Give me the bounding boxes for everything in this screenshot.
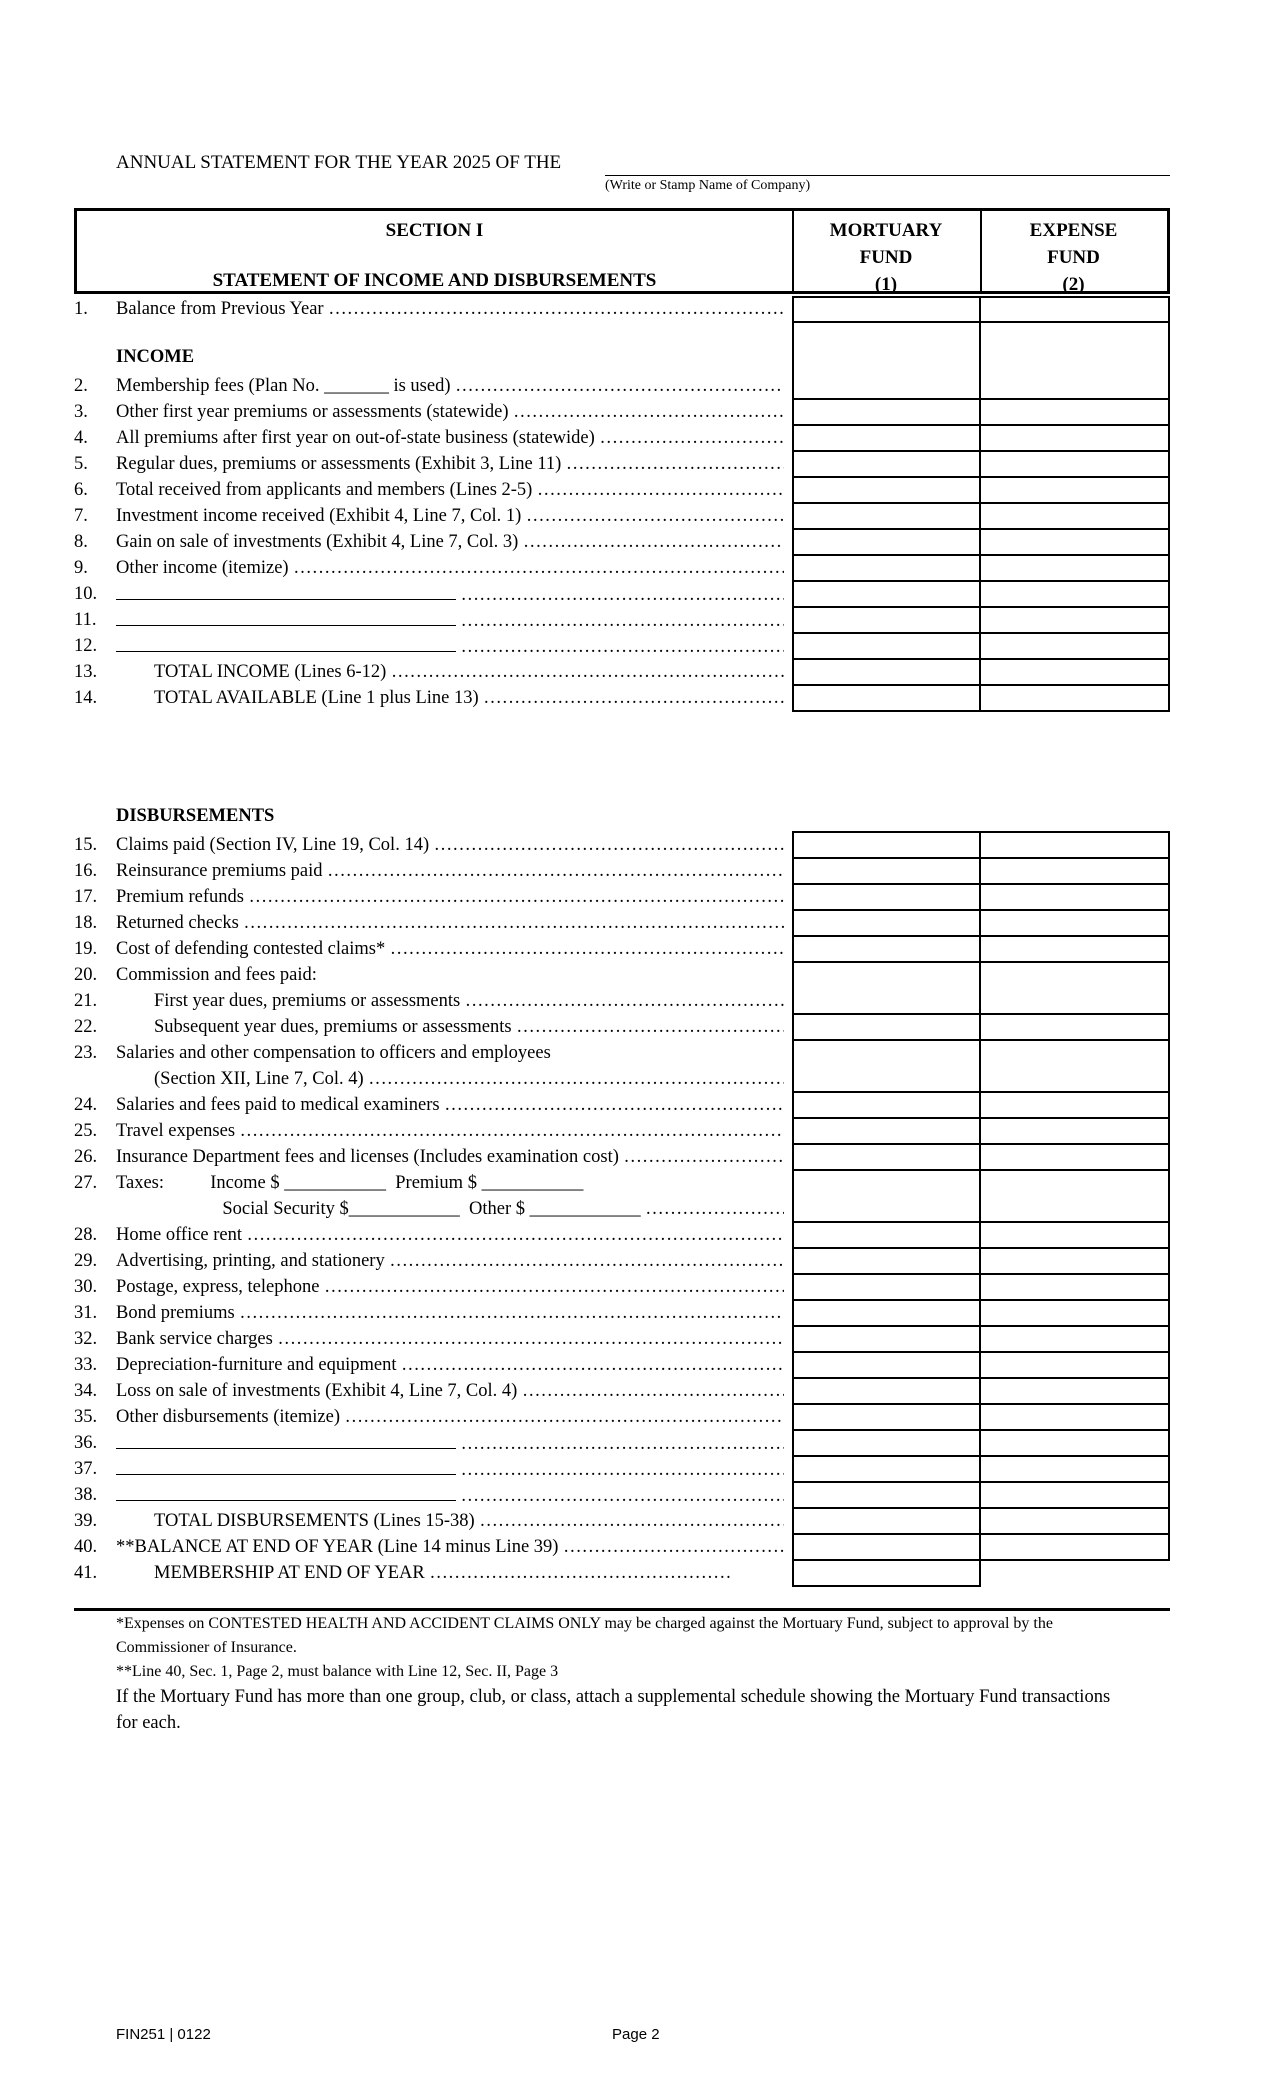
- line-item: [74, 685, 790, 711]
- mortuary-fund-cell[interactable]: [792, 321, 981, 400]
- expense-fund-cell[interactable]: [979, 1273, 1170, 1301]
- dot-leader: [239, 913, 784, 933]
- dot-leader: [456, 637, 784, 657]
- dot-leader: [385, 939, 784, 959]
- dot-leader: [242, 1225, 784, 1245]
- itemize-input[interactable]: [116, 1482, 456, 1501]
- section-title: SECTION I: [385, 220, 484, 241]
- line-label: MEMBERSHIP AT END OF YEAR: [154, 1563, 425, 1583]
- page-number: Page 2: [612, 2026, 660, 2043]
- line-label: First year dues, premiums or assessments: [154, 991, 461, 1011]
- line-number: 19.: [74, 939, 98, 959]
- line-item: [74, 1014, 790, 1040]
- line-number: 31.: [74, 1303, 98, 1323]
- company-name-caption: (Write or Stamp Name of Company): [605, 178, 811, 193]
- expense-fund-cell[interactable]: [979, 1377, 1170, 1405]
- dot-leader: [561, 454, 784, 474]
- expense-fund-cell[interactable]: [979, 1247, 1170, 1275]
- mortuary-fund-cell[interactable]: [792, 1273, 981, 1301]
- expense-fund-cell[interactable]: [979, 831, 1170, 859]
- section-header-box: [74, 208, 1170, 294]
- line-item: [74, 1040, 790, 1066]
- line-item: [74, 1560, 790, 1586]
- line-number: 28.: [74, 1225, 98, 1245]
- dot-leader: [364, 1069, 784, 1089]
- dot-leader: [517, 1381, 784, 1401]
- expense-fund-cell[interactable]: [979, 1143, 1170, 1171]
- mortuary-fund-cell[interactable]: [792, 1377, 981, 1405]
- line-number: 1.: [74, 299, 88, 319]
- dot-leader: [396, 1355, 784, 1375]
- company-name-line[interactable]: [605, 175, 1170, 176]
- line-number: 4.: [74, 428, 88, 448]
- line-item: [74, 962, 790, 988]
- line-number: 26.: [74, 1147, 98, 1167]
- line-number: 20.: [74, 965, 98, 985]
- footnote-contested-claims: *Expenses on CONTESTED HEALTH AND ACCIDENT CLAIMS ONLY may be charged against the Mortuary Fund, subject to approval by the Commissioner of Insurance.: [116, 1615, 1053, 1656]
- taxes-line: [74, 1170, 790, 1196]
- expense-fund-cell[interactable]: [979, 476, 1170, 504]
- mortuary-fund-cell[interactable]: [792, 857, 981, 885]
- line-number: 9.: [74, 558, 88, 578]
- line-item: [74, 936, 790, 962]
- line-label: (Section XII, Line 7, Col. 4): [154, 1069, 364, 1089]
- itemize-input[interactable]: [116, 633, 456, 652]
- line-label: Total received from applicants and members (Lines 2-5): [116, 480, 533, 500]
- line-item: [74, 1534, 790, 1560]
- line-label: Balance from Previous Year: [116, 299, 324, 319]
- statement-heading: STATEMENT OF INCOME AND DISBURSEMENTS: [212, 270, 657, 291]
- line-item: [74, 988, 790, 1014]
- line-item: [74, 1352, 790, 1378]
- dot-leader: [319, 1277, 784, 1297]
- line-number: 33.: [74, 1355, 98, 1375]
- line-item: [74, 659, 790, 685]
- dot-leader: [273, 1329, 784, 1349]
- line-item: [74, 1300, 790, 1326]
- mortuary-fund-cell[interactable]: [792, 580, 981, 608]
- itemize-input[interactable]: [116, 607, 456, 626]
- dot-leader: [595, 428, 784, 448]
- footnote-mortuary-schedule: If the Mortuary Fund has more than one group, club, or class, attach a supplemental schedule showing the Mortuary Fund transactions for each.: [116, 1687, 1111, 1733]
- mortuary-fund-cell[interactable]: [792, 1455, 981, 1483]
- mortuary-fund-cell[interactable]: [792, 1117, 981, 1145]
- line-item: [74, 555, 790, 581]
- mortuary-fund-cell[interactable]: [792, 961, 981, 1015]
- line-label: Subsequent year dues, premiums or assessments: [154, 1017, 512, 1037]
- line-number: 13.: [74, 662, 98, 682]
- expense-fund-cell[interactable]: [979, 1039, 1170, 1093]
- col2-line2: FUND: [1047, 247, 1100, 268]
- line-number: 17.: [74, 887, 98, 907]
- line-item: [74, 477, 790, 503]
- dot-leader: [518, 532, 784, 552]
- line-label: Social Security $____________ Other $ ____________: [116, 1199, 641, 1219]
- mortuary-fund-cell[interactable]: [792, 883, 981, 911]
- itemize-line: [74, 1482, 790, 1508]
- line-item: [74, 1066, 790, 1092]
- mortuary-fund-header: [792, 217, 980, 298]
- line-number: 7.: [74, 506, 88, 526]
- expense-fund-cell[interactable]: [979, 961, 1170, 1015]
- line-label: Home office rent: [116, 1225, 243, 1245]
- line-number: 34.: [74, 1381, 98, 1401]
- line-number: 10.: [74, 584, 98, 604]
- line-number: 16.: [74, 861, 98, 881]
- line-number: 11.: [74, 610, 97, 630]
- expense-fund-cell[interactable]: [979, 857, 1170, 885]
- expense-fund-cell[interactable]: [979, 1351, 1170, 1379]
- line-item: [74, 1248, 790, 1274]
- line-item: [74, 296, 790, 322]
- line-item: [74, 1144, 790, 1170]
- line-item: [74, 373, 790, 399]
- expense-fund-cell[interactable]: [979, 296, 1170, 323]
- line-label: Advertising, printing, and stationery: [116, 1251, 385, 1271]
- line-label: Cost of defending contested claims*: [116, 939, 386, 959]
- mortuary-fund-cell[interactable]: [792, 1221, 981, 1249]
- line-item: [74, 910, 790, 936]
- line-number: 6.: [74, 480, 88, 500]
- expense-fund-cell[interactable]: [979, 909, 1170, 937]
- dot-leader: [456, 1434, 784, 1454]
- line-label: Gain on sale of investments (Exhibit 4, Line 7, Col. 3): [116, 532, 519, 552]
- line-item: [74, 884, 790, 910]
- dot-leader: [456, 585, 784, 605]
- dot-leader: [521, 506, 784, 526]
- line-item: [74, 451, 790, 477]
- line-number: 27.: [74, 1173, 98, 1193]
- line-label: Insurance Department fees and licenses (Includes examination cost): [116, 1147, 619, 1167]
- expense-fund-cell[interactable]: [979, 554, 1170, 582]
- expense-fund-cell[interactable]: [979, 658, 1170, 686]
- mortuary-fund-cell[interactable]: [792, 632, 981, 660]
- mortuary-fund-cell[interactable]: [792, 528, 981, 556]
- line-label: Loss on sale of investments (Exhibit 4, Line 7, Col. 4): [116, 1381, 518, 1401]
- line-item: [74, 425, 790, 451]
- dot-leader: [456, 1460, 784, 1480]
- expense-fund-cell[interactable]: [979, 580, 1170, 608]
- disbursements-heading: DISBURSEMENTS: [116, 806, 275, 826]
- dot-leader: [641, 1199, 784, 1219]
- line-number: 15.: [74, 835, 98, 855]
- expense-fund-cell[interactable]: [979, 1325, 1170, 1353]
- line-number: 3.: [74, 402, 88, 422]
- line-number: 32.: [74, 1329, 98, 1349]
- dot-leader: [324, 299, 784, 319]
- dot-leader: [456, 611, 784, 631]
- col1-line2: FUND: [859, 247, 913, 268]
- expense-fund-cell[interactable]: [979, 632, 1170, 660]
- mortuary-fund-cell[interactable]: [792, 935, 981, 963]
- dot-leader: [558, 1537, 784, 1557]
- mortuary-fund-cell[interactable]: [792, 1533, 981, 1561]
- dot-leader: [532, 480, 784, 500]
- line-label: TOTAL DISBURSEMENTS (Lines 15-38): [154, 1511, 475, 1531]
- line-number: 14.: [74, 688, 98, 708]
- expense-fund-cell[interactable]: [979, 321, 1170, 400]
- itemize-input[interactable]: [116, 1456, 456, 1475]
- line-label: Reinsurance premiums paid: [116, 861, 323, 881]
- col2-line1: EXPENSE: [1029, 220, 1118, 241]
- dot-leader: [323, 861, 784, 881]
- expense-fund-cell[interactable]: [979, 1429, 1170, 1457]
- line-label: Salaries and other compensation to officers and employees: [116, 1043, 551, 1063]
- itemize-input[interactable]: [116, 581, 456, 600]
- form-id: FIN251 | 0122: [116, 2026, 211, 2043]
- line-number: 5.: [74, 454, 88, 474]
- dot-leader: [289, 558, 784, 578]
- mortuary-fund-cell[interactable]: [792, 1481, 981, 1509]
- line-label: Postage, express, telephone: [116, 1277, 320, 1297]
- expense-fund-cell[interactable]: [979, 1455, 1170, 1483]
- line-number: 39.: [74, 1511, 98, 1531]
- expense-fund-cell[interactable]: [979, 1481, 1170, 1509]
- line-number: 23.: [74, 1043, 98, 1063]
- col1-line3: (1): [874, 274, 898, 295]
- line-label: Travel expenses: [116, 1121, 236, 1141]
- line-number: 2.: [74, 376, 88, 396]
- membership-cell[interactable]: [792, 1559, 981, 1587]
- line-label: All premiums after first year on out-of-state business (statewide): [116, 428, 595, 448]
- line-label: TOTAL INCOME (Lines 6-12): [154, 662, 387, 682]
- mortuary-fund-cell[interactable]: [792, 684, 981, 712]
- itemize-line: [74, 607, 790, 633]
- itemize-line: [74, 1456, 790, 1482]
- mortuary-fund-cell[interactable]: [792, 1013, 981, 1041]
- line-label: Depreciation-furniture and equipment: [116, 1355, 397, 1375]
- mortuary-fund-cell[interactable]: [792, 398, 981, 426]
- income-heading: INCOME: [116, 347, 195, 367]
- line-item: [74, 1222, 790, 1248]
- line-item: [74, 503, 790, 529]
- expense-fund-cell[interactable]: [979, 1013, 1170, 1041]
- line-number: 25.: [74, 1121, 98, 1141]
- mortuary-fund-cell[interactable]: [792, 554, 981, 582]
- expense-fund-cell[interactable]: [979, 1533, 1170, 1561]
- mortuary-fund-cell[interactable]: [792, 1169, 981, 1223]
- line-number: 35.: [74, 1407, 98, 1427]
- dot-leader: [385, 1251, 784, 1271]
- mortuary-fund-cell[interactable]: [792, 1039, 981, 1093]
- line-item: [74, 1326, 790, 1352]
- expense-fund-cell[interactable]: [979, 1299, 1170, 1327]
- line-label: Regular dues, premiums or assessments (Exhibit 3, Line 11): [116, 454, 562, 474]
- line-item: [74, 1404, 790, 1430]
- line-number: 22.: [74, 1017, 98, 1037]
- mortuary-fund-cell[interactable]: [792, 1351, 981, 1379]
- expense-fund-cell[interactable]: [979, 883, 1170, 911]
- line-number: 38.: [74, 1485, 98, 1505]
- taxes-line: [74, 1196, 790, 1222]
- mortuary-fund-cell[interactable]: [792, 831, 981, 859]
- line-item: [74, 529, 790, 555]
- line-label: Other income (itemize): [116, 558, 289, 578]
- line-number: 24.: [74, 1095, 98, 1115]
- itemize-line: [74, 1430, 790, 1456]
- line-label: Salaries and fees paid to medical examiners: [116, 1095, 440, 1115]
- mortuary-fund-cell[interactable]: [792, 1325, 981, 1353]
- line-label: Other first year premiums or assessments (statewide): [116, 402, 509, 422]
- line-label: Claims paid (Section IV, Line 19, Col. 14): [116, 835, 430, 855]
- dot-leader: [456, 1486, 784, 1506]
- dot-leader: [244, 887, 784, 907]
- line-label: Membership fees (Plan No. _______ is used): [116, 376, 451, 396]
- mortuary-fund-cell[interactable]: [792, 502, 981, 530]
- expense-fund-cell[interactable]: [979, 606, 1170, 634]
- mortuary-fund-cell[interactable]: [792, 1507, 981, 1535]
- line-item: [74, 399, 790, 425]
- footnote-divider: [74, 1608, 1170, 1611]
- line-label: Bank service charges: [116, 1329, 273, 1349]
- dot-leader: [425, 1563, 730, 1583]
- expense-fund-cell[interactable]: [979, 398, 1170, 426]
- line-label: Returned checks: [116, 913, 239, 933]
- mortuary-fund-cell[interactable]: [792, 658, 981, 686]
- expense-fund-cell[interactable]: [979, 1091, 1170, 1119]
- footnotes: [116, 1612, 1136, 1736]
- mortuary-fund-cell[interactable]: [792, 909, 981, 937]
- line-number: 12.: [74, 636, 98, 656]
- expense-fund-cell[interactable]: [979, 450, 1170, 478]
- dot-leader: [509, 402, 784, 422]
- footnote-line40: **Line 40, Sec. 1, Page 2, must balance with Line 12, Sec. II, Page 3: [116, 1663, 559, 1680]
- expense-fund-cell[interactable]: [979, 1117, 1170, 1145]
- line-number: 41.: [74, 1563, 98, 1583]
- dot-leader: [235, 1121, 784, 1141]
- line-label: TOTAL AVAILABLE (Line 1 plus Line 13): [154, 688, 479, 708]
- line-item: [74, 832, 790, 858]
- itemize-line: [74, 581, 790, 607]
- line-number: 37.: [74, 1459, 98, 1479]
- line-item: [74, 1378, 790, 1404]
- line-label: Commission and fees paid:: [116, 965, 317, 985]
- mortuary-fund-cell[interactable]: [792, 606, 981, 634]
- dot-leader: [386, 662, 784, 682]
- dot-leader: [460, 991, 784, 1011]
- line-label: Premium refunds: [116, 887, 244, 907]
- line-number: 18.: [74, 913, 98, 933]
- line-number: 29.: [74, 1251, 98, 1271]
- expense-fund-cell[interactable]: [979, 935, 1170, 963]
- mortuary-fund-cell[interactable]: [792, 1247, 981, 1275]
- expense-fund-cell[interactable]: [979, 1221, 1170, 1249]
- line-item: [74, 858, 790, 884]
- itemize-input[interactable]: [116, 1430, 456, 1449]
- itemize-line: [74, 633, 790, 659]
- mortuary-fund-cell[interactable]: [792, 1143, 981, 1171]
- line-item: [74, 1092, 790, 1118]
- line-label: Investment income received (Exhibit 4, Line 7, Col. 1): [116, 506, 522, 526]
- line-label: Other disbursements (itemize): [116, 1407, 340, 1427]
- line-items: [74, 296, 794, 1596]
- mortuary-fund-cell[interactable]: [792, 1299, 981, 1327]
- line-item: [74, 1274, 790, 1300]
- expense-fund-cell[interactable]: [979, 502, 1170, 530]
- dot-leader: [512, 1017, 784, 1037]
- dot-leader: [340, 1407, 784, 1427]
- mortuary-fund-cell[interactable]: [792, 476, 981, 504]
- line-number: 8.: [74, 532, 88, 552]
- dot-leader: [429, 835, 784, 855]
- expense-fund-cell[interactable]: [979, 1507, 1170, 1535]
- col2-line3: (2): [1062, 274, 1085, 295]
- mortuary-fund-cell[interactable]: [792, 1429, 981, 1457]
- expense-fund-cell[interactable]: [979, 424, 1170, 452]
- line-number: 36.: [74, 1433, 98, 1453]
- expense-fund-cell[interactable]: [979, 1169, 1170, 1223]
- mortuary-fund-cell[interactable]: [792, 296, 981, 323]
- line-item: [74, 1508, 790, 1534]
- line-number: 40.: [74, 1537, 98, 1557]
- mortuary-fund-cell[interactable]: [792, 1091, 981, 1119]
- expense-fund-cell[interactable]: [979, 1403, 1170, 1431]
- expense-fund-header: [980, 217, 1167, 298]
- expense-fund-cell[interactable]: [979, 684, 1170, 712]
- dot-leader: [619, 1147, 784, 1167]
- statement-title: ANNUAL STATEMENT FOR THE YEAR 2025 OF THE: [116, 152, 562, 173]
- line-number: 21.: [74, 991, 98, 1011]
- dot-leader: [235, 1303, 784, 1323]
- line-label: **BALANCE AT END OF YEAR (Line 14 minus Line 39): [116, 1537, 559, 1557]
- line-label: Bond premiums: [116, 1303, 235, 1323]
- dot-leader: [479, 688, 784, 708]
- mortuary-fund-cell[interactable]: [792, 424, 981, 452]
- col1-line1: MORTUARY: [829, 220, 943, 241]
- mortuary-fund-cell[interactable]: [792, 1403, 981, 1431]
- dot-leader: [451, 376, 785, 396]
- dot-leader: [440, 1095, 784, 1115]
- line-label: Taxes: Income $ ___________ Premium $ ___________: [116, 1173, 584, 1193]
- mortuary-fund-cell[interactable]: [792, 450, 981, 478]
- amount-cells: [792, 296, 1170, 1586]
- expense-fund-cell[interactable]: [979, 528, 1170, 556]
- dot-leader: [475, 1511, 784, 1531]
- line-item: [74, 1118, 790, 1144]
- line-number: 30.: [74, 1277, 98, 1297]
